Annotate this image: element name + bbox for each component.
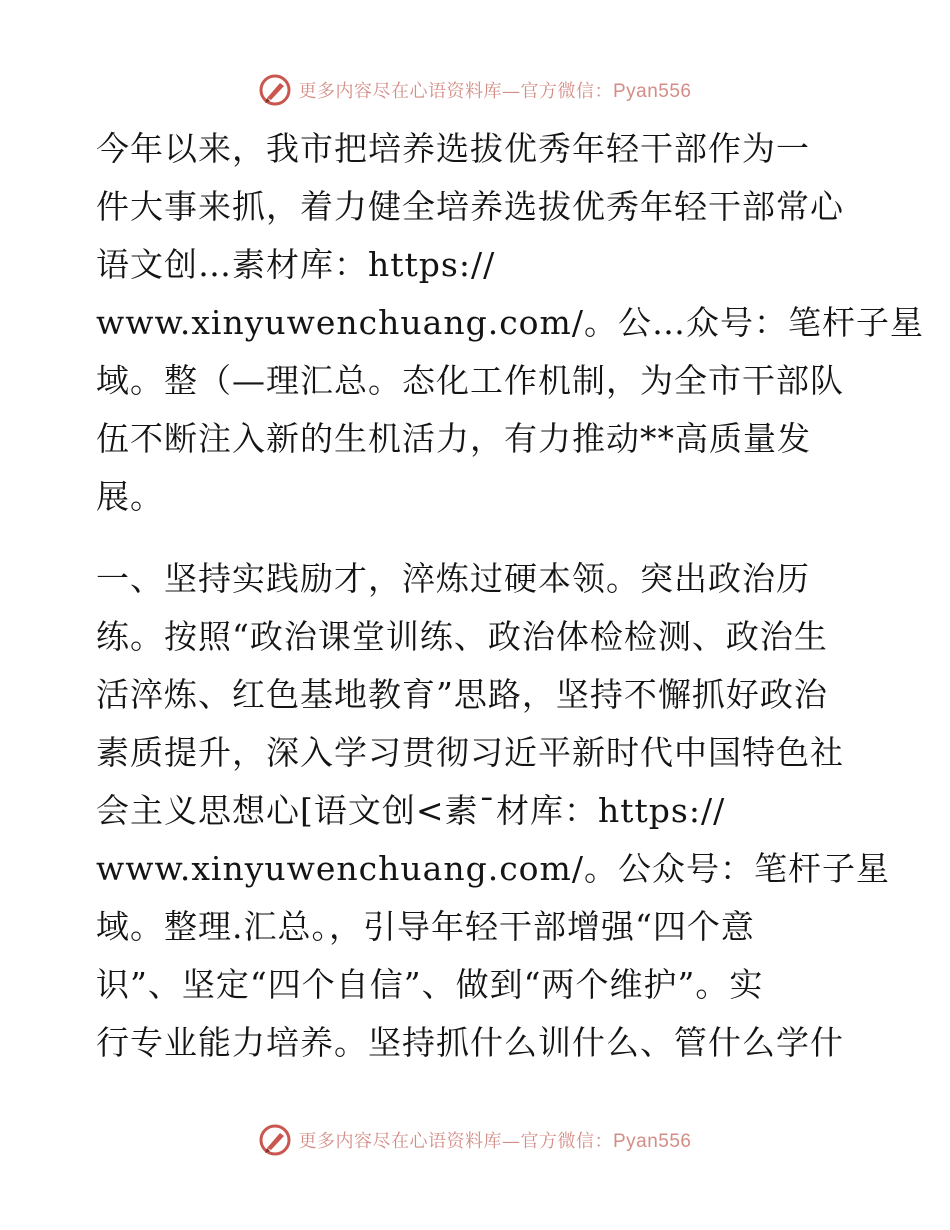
- text-line: www.xinyuwenchuang.com/。公众号：笔杆子星: [96, 849, 890, 888]
- banner-text: [298, 77, 691, 103]
- text-line: 会主义思想心[语文创<素¯材库：https://: [96, 791, 726, 830]
- text-line: 一、坚持实践励才，淬炼过硬本领。突出政治历: [96, 559, 810, 598]
- text-line: 域。整理.汇总。，引导年轻干部增强“四个意: [96, 907, 755, 946]
- text-line: 识”、坚定“四个自信”、做到“两个维护”。实: [96, 965, 764, 1004]
- footer-banner: [0, 1118, 950, 1162]
- pen-circle-icon: [258, 73, 292, 107]
- header-banner: [0, 68, 950, 112]
- text-line: 伍不断注入新的生机活力，有力推动**高质量发: [96, 419, 811, 458]
- text-line: 素质提升，深入学习贯彻习近平新时代中国特色社: [96, 733, 844, 772]
- document-body: [96, 120, 924, 1072]
- text-line: 练。按照“政治课堂训练、政治体检检测、政治生: [96, 617, 828, 656]
- paragraph-intro: [96, 120, 924, 526]
- banner-brand-text: 更多内容尽在心语资料库—官方微信：: [298, 81, 613, 102]
- paragraph-gap: [96, 526, 856, 550]
- banner-wechat-id: Pyan556: [612, 1131, 692, 1152]
- banner-wechat-id: Pyan556: [612, 81, 692, 102]
- text-line: 今年以来，我市把培养选拔优秀年轻干部作为一: [96, 129, 810, 168]
- text-line: 展。: [96, 477, 164, 516]
- text-line: www.xinyuwenchuang.com/。公…众号：笔杆子星: [96, 303, 924, 342]
- text-line: 件大事来抓，着力健全培养选拔优秀年轻干部常心: [96, 187, 844, 226]
- text-line: 语文创…素材库：https://: [96, 245, 496, 284]
- pen-circle-icon: [258, 1123, 292, 1157]
- text-line: 行专业能力培养。坚持抓什么训什么、管什么学什: [96, 1023, 844, 1062]
- banner-brand-text: 更多内容尽在心语资料库—官方微信：: [298, 1131, 613, 1152]
- text-line: 域。整（—理汇总。态化工作机制，为全市干部队: [96, 361, 844, 400]
- text-line: 活淬炼、红色基地教育”思路，坚持不懈抓好政治: [96, 675, 828, 714]
- paragraph-section-one: [96, 550, 890, 1072]
- banner-text: [298, 1127, 691, 1153]
